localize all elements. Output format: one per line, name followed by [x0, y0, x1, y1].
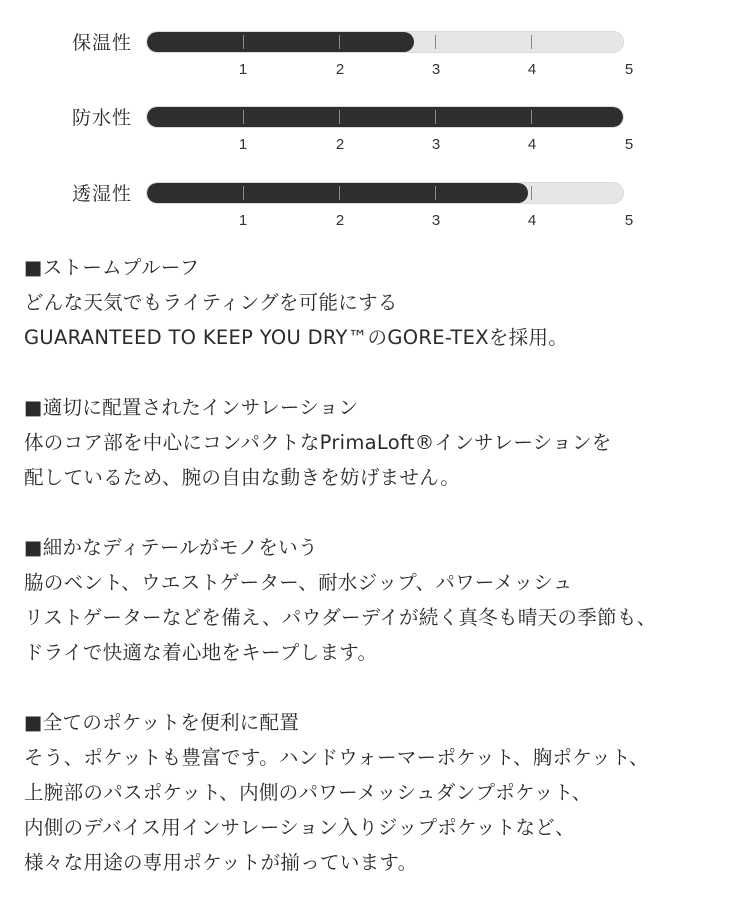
rating-row — [0, 182, 740, 242]
section-text-line: 脇のベント、ウエストゲーター、耐水ジップ、パワーメッシュ — [24, 571, 573, 594]
tick-label: 3 — [431, 61, 441, 78]
feature-section — [24, 390, 734, 495]
section-text-line: ドライで快適な着心地をキープします。 — [24, 641, 378, 664]
tick-label: 1 — [238, 136, 248, 153]
bar-tick — [243, 35, 244, 49]
tick-label: 4 — [527, 136, 537, 153]
rating-row — [0, 106, 740, 166]
tick-label: 3 — [431, 212, 441, 229]
rating-bar-fill — [147, 183, 528, 203]
feature-section — [24, 530, 734, 670]
section-text-line: GUARANTEED TO KEEP YOU DRY™のGORE-TEXを採用。 — [24, 326, 569, 349]
tick-label: 2 — [335, 61, 345, 78]
tick-label: 2 — [335, 136, 345, 153]
section-text-line: 上腕部のパスポケット、内側のパワーメッシュダンプポケット、 — [24, 781, 592, 804]
rating-bar-fill — [147, 32, 414, 52]
bar-tick — [531, 35, 532, 49]
tick-label: 5 — [624, 136, 634, 153]
section-text-line: 内側のデバイス用インサレーション入りジップポケットなど、 — [24, 816, 575, 839]
bar-tick — [435, 35, 436, 49]
section-text-line: 様々な用途の専用ポケットが揃っています。 — [24, 851, 418, 874]
section-text-line: 配しているため、腕の自由な動きを妨げません。 — [24, 466, 460, 489]
section-heading: ■細かなディテールがモノをいう — [24, 536, 318, 559]
bar-tick — [531, 186, 532, 200]
feature-description — [24, 250, 734, 915]
bar-tick — [531, 110, 532, 124]
section-text-line: 体のコア部を中心にコンパクトなPrimaLoft®インサレーションを — [24, 431, 612, 454]
tick-label: 5 — [624, 212, 634, 229]
bar-tick — [435, 110, 436, 124]
rating-label: 防水性 — [72, 107, 133, 129]
tick-label: 1 — [238, 61, 248, 78]
section-text-line: どんな天気でもライティングを可能にする — [24, 291, 398, 314]
section-heading: ■全てのポケットを便利に配置 — [24, 711, 300, 734]
tick-label: 4 — [527, 61, 537, 78]
rating-row — [0, 31, 740, 91]
tick-label: 3 — [431, 136, 441, 153]
bar-tick — [339, 110, 340, 124]
feature-section — [24, 705, 734, 880]
section-heading: ■適切に配置されたインサレーション — [24, 396, 359, 419]
bar-tick — [243, 186, 244, 200]
rating-bar — [146, 31, 624, 53]
tick-label: 4 — [527, 212, 537, 229]
tick-label: 2 — [335, 212, 345, 229]
feature-section — [24, 250, 734, 355]
rating-label: 保温性 — [72, 32, 133, 54]
bar-tick — [339, 186, 340, 200]
rating-label: 透湿性 — [72, 183, 133, 205]
section-text-line: そう、ポケットも豊富です。ハンドウォーマーポケット、胸ポケット、 — [24, 746, 649, 769]
section-heading: ■ストームプルーフ — [24, 256, 200, 279]
rating-bar-fill — [147, 107, 623, 127]
bar-tick — [435, 186, 436, 200]
bar-tick — [339, 35, 340, 49]
tick-label: 5 — [624, 61, 634, 78]
rating-bar — [146, 106, 624, 128]
bar-tick — [243, 110, 244, 124]
rating-bar — [146, 182, 624, 204]
tick-label: 1 — [238, 212, 248, 229]
section-text-line: リストゲーターなどを備え、パウダーデイが続く真冬も晴天の季節も、 — [24, 606, 657, 629]
